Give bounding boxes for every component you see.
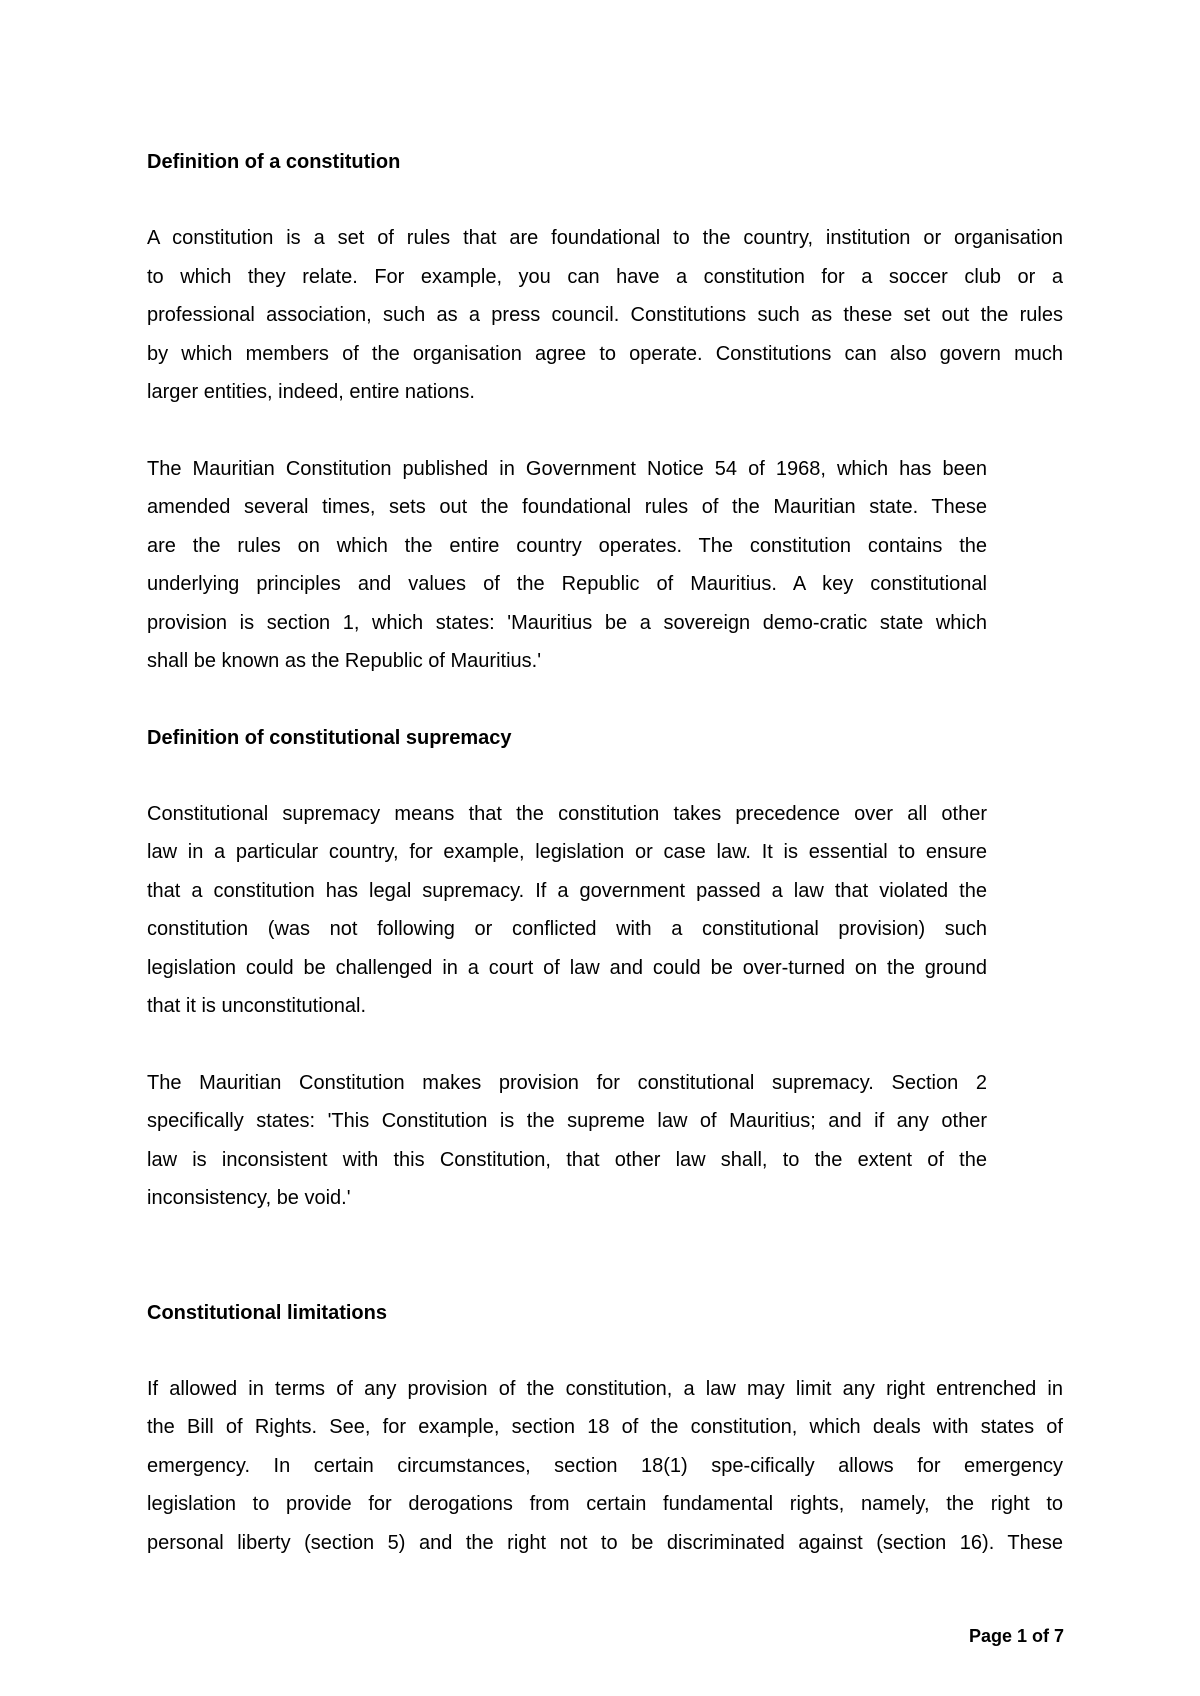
- heading-constitutional-supremacy: Definition of constitutional supremacy: [147, 726, 512, 749]
- paragraph-constitution-definition: [147, 219, 1063, 412]
- text-line: underlying principles and values of the Republic of Mauritius. A key constitutional: [147, 573, 987, 595]
- paragraph-supremacy-definition: [147, 795, 987, 1026]
- paragraph-constitutional-limitations: [147, 1370, 1063, 1563]
- text-line: emergency. In certain circumstances, section 18(1) spe-cifically allows for emergency: [147, 1454, 1063, 1477]
- text-line: professional association, such as a press council. Constitutions such as these set out the rules: [147, 304, 1063, 326]
- text-line: The Mauritian Constitution published in Government Notice 54 of 1968, which has been: [147, 457, 987, 480]
- text-line: shall be known as the Republic of Mauritius.': [147, 650, 542, 672]
- text-line: to which they relate. For example, you can have a constitution for a soccer club or a: [147, 265, 1063, 288]
- text-line: law is inconsistent with this Constitution, that other law shall, to the extent of the: [147, 1148, 987, 1171]
- text-line: specifically states: 'This Constitution is the supreme law of Mauritius; and if any other: [147, 1110, 987, 1132]
- text-line: by which members of the organisation agree to operate. Constitutions can also govern much: [147, 342, 1063, 365]
- text-line: If allowed in terms of any provision of the constitution, a law may limit any right entrenched in: [147, 1377, 1063, 1400]
- text-line: Constitutional supremacy means that the constitution takes precedence over all other: [147, 802, 987, 825]
- text-line: constitution (was not following or conflicted with a constitutional provision) such: [147, 918, 987, 940]
- paragraph-supremacy-section-2: [147, 1064, 987, 1218]
- text-line: law in a particular country, for example, legislation or case law. It is essential to ensure: [147, 841, 987, 863]
- text-line: inconsistency, be void.': [147, 1187, 351, 1209]
- text-line: personal liberty (section 5) and the right not to be discriminated against (section 16). These: [147, 1531, 1063, 1554]
- text-line: the Bill of Rights. See, for example, section 18 of the constitution, which deals with states of: [147, 1416, 1063, 1438]
- heading-definition-of-constitution: Definition of a constitution: [147, 151, 401, 173]
- text-line: that a constitution has legal supremacy. If a government passed a law that violated the: [147, 879, 987, 902]
- heading-constitutional-limitations: Constitutional limitations: [147, 1301, 387, 1324]
- document-body: [147, 143, 1063, 1562]
- paragraph-mauritian-constitution: [147, 450, 987, 681]
- page-number: Page 1 of 7: [968, 1626, 1064, 1646]
- text-line: legislation could be challenged in a court of law and could be over-turned on the ground: [147, 956, 987, 979]
- text-line: are the rules on which the entire country operates. The constitution contains the: [147, 534, 987, 557]
- text-line: A constitution is a set of rules that are foundational to the country, institution or organisation: [147, 227, 1063, 249]
- text-line: larger entities, indeed, entire nations.: [147, 381, 475, 403]
- text-line: that it is unconstitutional.: [147, 995, 367, 1017]
- text-line: legislation to provide for derogations from certain fundamental rights, namely, the right to: [147, 1493, 1063, 1515]
- text-line: provision is section 1, which states: 'Mauritius be a sovereign demo-cratic state which: [147, 611, 987, 634]
- text-line: The Mauritian Constitution makes provision for constitutional supremacy. Section 2: [147, 1071, 987, 1094]
- text-line: amended several times, sets out the foundational rules of the Mauritian state. These: [147, 496, 987, 518]
